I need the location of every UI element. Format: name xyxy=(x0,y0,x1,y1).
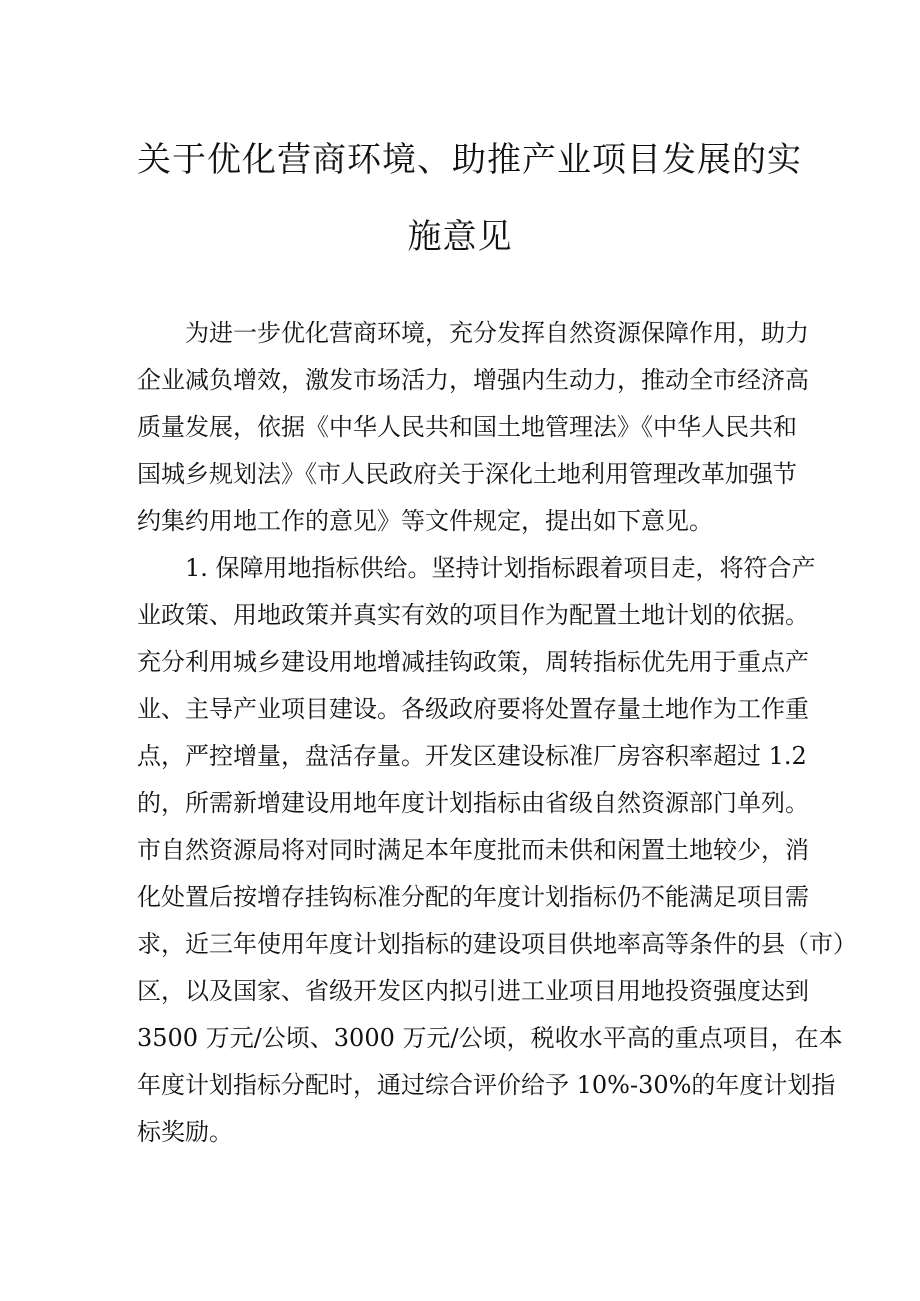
paragraph-1-line-3: 质量发展，依据《中华人民共和国土地管理法》《中华人民共和 xyxy=(137,413,797,441)
paragraph-2-line-6: 的，所需新增建设用地年度计划指标由省级自然资源部门单列。 xyxy=(137,789,809,817)
paragraph-1-line-1: 为进一步优化营商环境，充分发挥自然资源保障作用，助力 xyxy=(185,319,809,347)
paragraph-2-line-7: 市自然资源局将对同时满足本年度批而未供和闲置土地较少，消 xyxy=(137,836,809,864)
paragraph-2-line-8: 化处置后按增存挂钩标准分配的年度计划指标仍不能满足项目需 xyxy=(137,883,809,911)
document-title-line-1: 关于优化营商环境、助推产业项目发展的实 xyxy=(137,140,802,180)
paragraph-2-line-11: 3500 万元/公顷、3000 万元/公顷，税收水平高的重点项目，在本 xyxy=(137,1024,843,1052)
paragraph-2-line-13: 标奖励。 xyxy=(137,1118,233,1146)
paragraph-2-line-2: 业政策、用地政策并真实有效的项目作为配置土地计划的依据。 xyxy=(137,601,809,629)
paragraph-2-line-12: 年度计划指标分配时，通过综合评价给予 10%-30%的年度计划指 xyxy=(137,1071,836,1099)
document-body xyxy=(137,310,857,1156)
paragraph-2-line-4: 业、主导产业项目建设。各级政府要将处置存量土地作为工作重 xyxy=(137,695,809,723)
paragraph-1-line-4: 国城乡规划法》《市人民政府关于深化土地利用管理改革加强节 xyxy=(137,460,797,488)
paragraph-2-line-5: 点，严控增量，盘活存量。开发区建设标准厂房容积率超过 1.2 xyxy=(137,742,807,770)
paragraph-2-line-3: 充分利用城乡建设用地增减挂钩政策，周转指标优先用于重点产 xyxy=(137,648,809,676)
paragraph-2-line-10: 区，以及国家、省级开发区内拟引进工业项目用地投资强度达到 xyxy=(137,977,809,1005)
paragraph-1-line-2: 企业减负增效，激发市场活力，增强内生动力，推动全市经济高 xyxy=(137,366,809,394)
paragraph-2-line-9: 求，近三年使用年度计划指标的建设项目供地率高等条件的县（市） xyxy=(137,930,857,958)
paragraph-1-line-5: 约集约用地工作的意见》等文件规定，提出如下意见。 xyxy=(137,507,713,535)
document-title-line-2: 施意见 xyxy=(407,217,513,257)
paragraph-2-line-1: 1. 保障用地指标供给。坚持计划指标跟着项目走，将符合产 xyxy=(185,554,816,582)
